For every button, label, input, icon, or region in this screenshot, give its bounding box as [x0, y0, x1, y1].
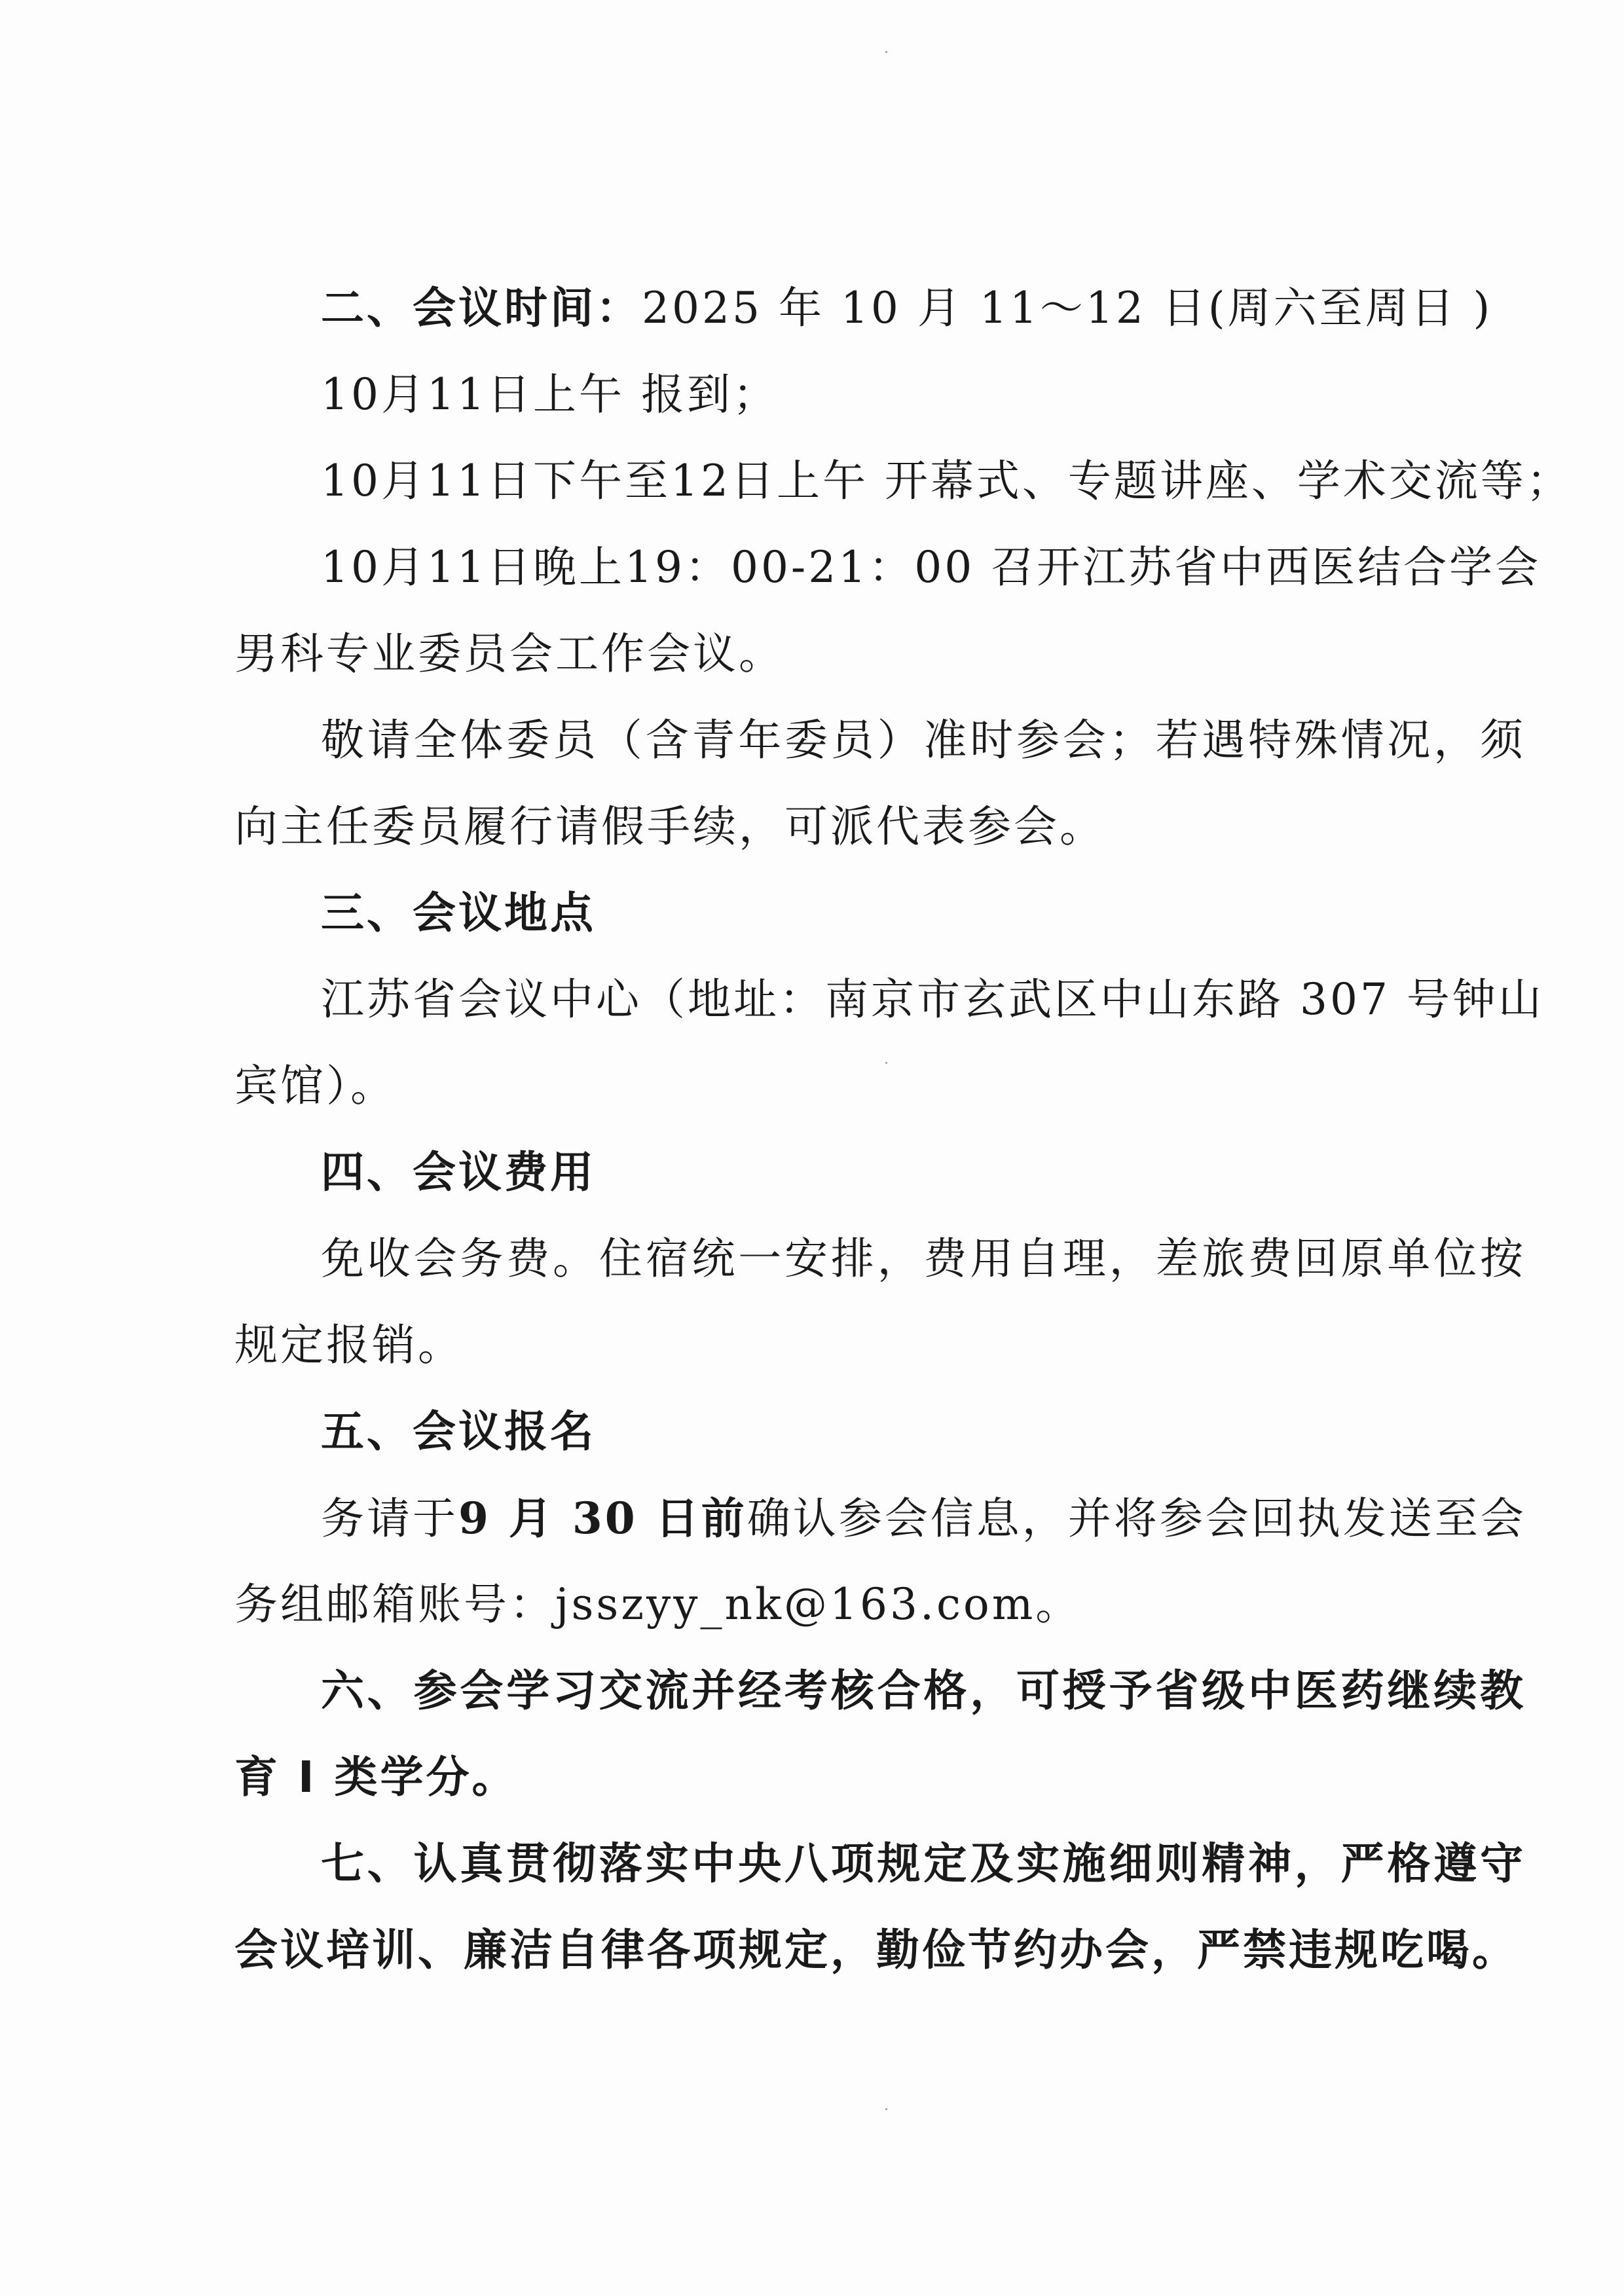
registration-deadline: 9 月 30 日前	[458, 1493, 747, 1544]
attendance-note-line-2: 向主任委员履行请假手续，可派代表参会。	[234, 801, 1105, 852]
schedule-line-3: 10月11日晚上19：00-21：00 召开江苏省中西医结合学会	[321, 542, 1541, 592]
section2-heading: 二、会议时间：	[321, 283, 642, 333]
scan-speck	[885, 1062, 887, 1064]
registration-line-1	[234, 1490, 1526, 1546]
attendance-note-line-1: 敬请全体委员（含青年委员）准时参会；若遇特殊情况，须	[321, 715, 1526, 765]
section3-heading: 三、会议地点	[321, 888, 596, 938]
schedule-line-1: 10月11日上午 报到；	[321, 369, 779, 420]
section6-line-2: 育 I 类学分。	[234, 1752, 518, 1802]
section7-line-1: 七、认真贯彻落实中央八项规定及实施细则精神，严格遵守	[321, 1838, 1526, 1889]
scan-speck	[885, 2108, 887, 2110]
section7-line-2: 会议培训、廉洁自律各项规定，勤俭节约办会，严禁违规吃喝。	[234, 1925, 1518, 1975]
section4-heading: 四、会议费用	[321, 1147, 596, 1197]
section2-heading-line	[234, 280, 1526, 337]
section5-heading: 五、会议报名	[321, 1406, 596, 1457]
venue-line-1: 江苏省会议中心（地址：南京市玄武区中山东路 307 号钟山	[321, 974, 1544, 1025]
section2-date: 2025 年 10 月 11～12 日(周六至周日 )	[642, 283, 1493, 333]
fee-line-1: 免收会务费。住宿统一安排，费用自理，差旅费回原单位按	[321, 1233, 1526, 1284]
scan-speck	[885, 51, 887, 53]
venue-line-2: 宾馆）。	[234, 1061, 396, 1111]
registration-post: 确认参会信息，并将参会回执发送至会	[747, 1493, 1526, 1544]
fee-line-2: 规定报销。	[234, 1320, 464, 1370]
registration-line-2: 务组邮箱账号：jsszyy_nk@163.com。	[234, 1579, 1082, 1630]
registration-pre: 务请于	[321, 1493, 458, 1544]
schedule-line-2: 10月11日下午至12日上午 开幕式、专题讲座、学术交流等；	[321, 456, 1572, 506]
section6-line-1: 六、参会学习交流并经考核合格，可授予省级中医药继续教	[321, 1666, 1526, 1716]
schedule-line-3-cont: 男科专业委员会工作会议。	[234, 629, 784, 679]
